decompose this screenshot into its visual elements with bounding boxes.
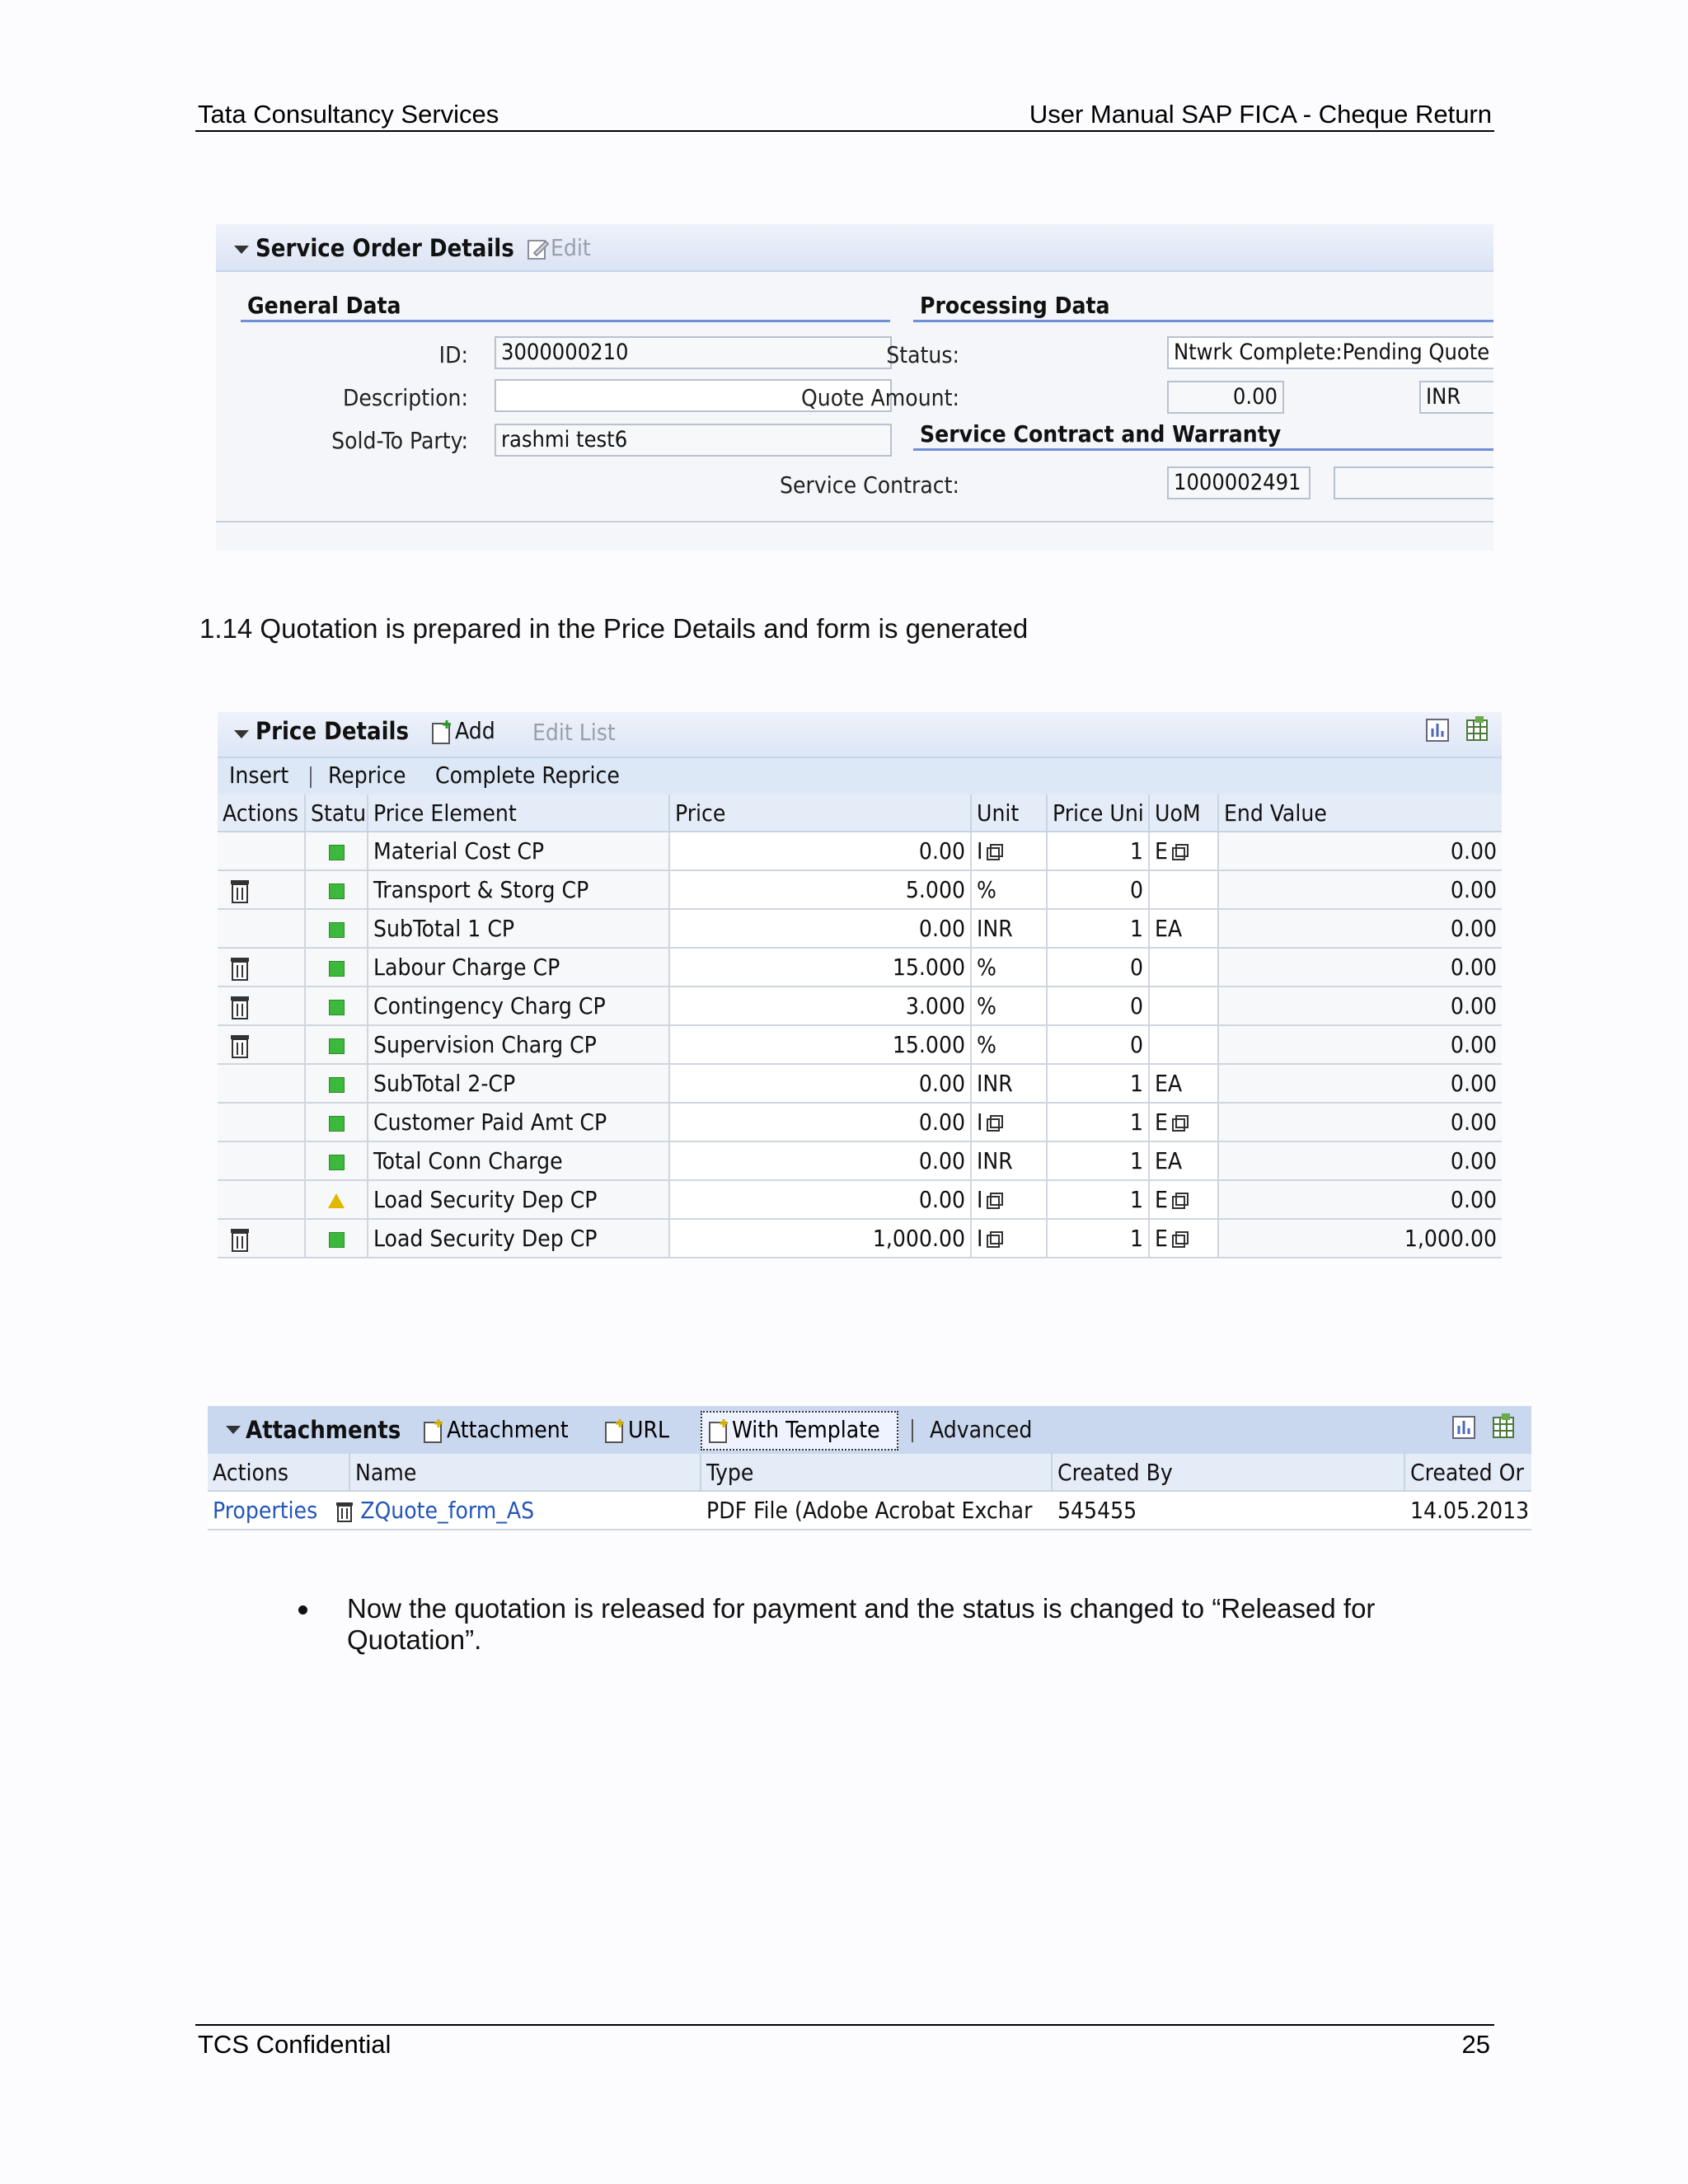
col-created-on[interactable]: Created Or <box>1404 1454 1531 1491</box>
unit-value: I <box>977 837 983 865</box>
value-help-icon[interactable] <box>1171 843 1189 861</box>
uom-cell[interactable] <box>1149 1141 1218 1180</box>
unit-value: % <box>977 876 996 903</box>
bullet-text-line-1: Now the quotation is released for payment and the status is changed to “Released for <box>347 1593 1376 1624</box>
processing-data-title: Processing Data <box>920 292 1110 319</box>
table-row[interactable] <box>218 1219 1502 1258</box>
price-details-titlebar <box>218 712 1502 758</box>
col-type[interactable]: Type <box>701 1454 1052 1491</box>
processing-data-underline <box>913 320 1493 322</box>
uom-cell[interactable] <box>1149 1064 1218 1103</box>
uom-cell[interactable] <box>1149 909 1218 948</box>
row-status <box>305 1219 368 1258</box>
service-contract-field[interactable]: 1000002491 <box>1167 466 1311 499</box>
price-unit-value[interactable]: 1 <box>1047 1180 1149 1219</box>
price-unit-value[interactable]: 1 <box>1047 832 1149 870</box>
quote-amount-label: Quote Amount: <box>800 384 959 411</box>
price-unit-value[interactable]: 1 <box>1047 1219 1149 1258</box>
price-value[interactable]: 0.00 <box>669 1064 971 1103</box>
toolbar-divider <box>310 766 312 788</box>
uom-cell[interactable] <box>1149 1103 1218 1141</box>
add-button[interactable] <box>430 717 495 745</box>
attachments-table-header <box>208 1454 1531 1491</box>
price-value[interactable]: 0.00 <box>669 909 971 948</box>
trash-icon[interactable] <box>229 878 251 904</box>
edit-list-button[interactable]: Edit List <box>532 719 616 746</box>
uom-value: E <box>1155 837 1168 865</box>
row-actions <box>218 832 305 870</box>
price-unit-value[interactable]: 0 <box>1047 987 1149 1025</box>
ok-status-icon <box>329 1038 345 1054</box>
with-template-button[interactable] <box>707 1416 880 1444</box>
col-price[interactable]: Price <box>669 794 971 832</box>
attachment-name-link[interactable]: ZQuote_form_AS <box>360 1497 535 1524</box>
header-right: User Manual SAP FICA - Cheque Return <box>1029 100 1492 129</box>
unit-cell[interactable] <box>971 1064 1047 1103</box>
add-attachment-button[interactable] <box>422 1416 569 1444</box>
trash-icon[interactable] <box>229 1033 251 1059</box>
row-status <box>305 1064 368 1103</box>
add-url-button[interactable] <box>603 1416 669 1444</box>
ok-status-icon <box>329 845 345 860</box>
row-actions <box>218 1141 305 1180</box>
col-uom[interactable]: UoM <box>1149 794 1218 832</box>
service-order-panel <box>216 224 1493 551</box>
sold-to-label: Sold-To Party: <box>331 427 468 454</box>
attachment-label: Attachment <box>447 1416 569 1443</box>
price-element: Load Security Dep CP <box>368 1219 669 1258</box>
price-element: SubTotal 2-CP <box>368 1064 669 1103</box>
price-element: Transport & Storg CP <box>368 870 669 909</box>
bullet-text-line-2: Quotation”. <box>347 1624 482 1655</box>
add-icon <box>430 719 455 745</box>
trash-icon[interactable] <box>229 1226 251 1253</box>
attachment-type: PDF File (Adobe Acrobat Exchar <box>701 1491 1052 1530</box>
insert-button[interactable]: Insert <box>229 762 289 789</box>
id-label: ID: <box>438 341 468 368</box>
unit-value: % <box>977 954 996 981</box>
price-value[interactable]: 0.00 <box>669 1180 971 1219</box>
uom-value: E <box>1155 1186 1168 1213</box>
status-field[interactable]: Ntwrk Complete:Pending Quote <box>1167 336 1493 369</box>
table-row[interactable] <box>218 1180 1502 1219</box>
price-unit-value[interactable]: 1 <box>1047 909 1149 948</box>
end-value: 0.00 <box>1218 870 1502 909</box>
col-price-element[interactable]: Price Element <box>368 794 669 832</box>
table-row[interactable] <box>218 987 1502 1025</box>
service-contract-underline <box>913 448 1493 451</box>
service-contract-extra-field[interactable] <box>1334 466 1493 499</box>
row-status <box>305 909 368 948</box>
reprice-button[interactable]: Reprice <box>328 762 406 789</box>
price-element: Material Cost CP <box>368 832 669 870</box>
price-value[interactable]: 15.000 <box>669 1025 971 1064</box>
trash-icon[interactable] <box>335 1500 354 1523</box>
row-actions <box>218 1064 305 1103</box>
uom-value: EA <box>1155 1147 1183 1174</box>
collapse-triangle-icon[interactable] <box>234 730 249 738</box>
price-element: Supervision Charg CP <box>368 1025 669 1064</box>
price-value[interactable]: 5.000 <box>669 870 971 909</box>
row-status <box>305 1141 368 1180</box>
footer-left: TCS Confidential <box>198 2030 392 2059</box>
col-created-by[interactable]: Created By <box>1052 1454 1404 1491</box>
row-status <box>305 1180 368 1219</box>
price-element: Customer Paid Amt CP <box>368 1103 669 1141</box>
row-status <box>305 832 368 870</box>
ok-status-icon <box>329 883 345 899</box>
row-actions <box>218 1103 305 1141</box>
price-unit-value[interactable]: 1 <box>1047 1103 1149 1141</box>
page-number: 25 <box>1461 2030 1490 2059</box>
end-value: 0.00 <box>1218 1141 1502 1180</box>
uom-value: EA <box>1155 915 1183 942</box>
price-unit-value[interactable]: 1 <box>1047 1064 1149 1103</box>
service-contract-label: Service Contract: <box>780 471 959 499</box>
panel-bottom-border <box>216 521 1493 523</box>
col-actions[interactable]: Actions <box>208 1454 349 1491</box>
unit-cell[interactable] <box>971 1141 1047 1180</box>
complete-reprice-button[interactable]: Complete Reprice <box>435 762 620 789</box>
value-help-icon[interactable] <box>986 843 1004 861</box>
attachments-title[interactable]: Attachments <box>246 1416 401 1444</box>
end-value: 1,000.00 <box>1218 1219 1502 1258</box>
row-actions <box>218 1219 305 1258</box>
add-label: Add <box>455 717 495 744</box>
price-element: Contingency Charg CP <box>368 987 669 1025</box>
price-details-panel <box>218 712 1502 1269</box>
table-row[interactable] <box>218 832 1502 870</box>
row-status <box>305 1103 368 1141</box>
unit-value: I <box>977 1225 983 1252</box>
row-actions <box>218 1180 305 1219</box>
unit-cell[interactable] <box>971 1219 1047 1258</box>
attachments-panel <box>208 1406 1531 1530</box>
bullet-dot <box>298 1605 307 1615</box>
price-value[interactable]: 15.000 <box>669 948 971 987</box>
end-value: 0.00 <box>1218 948 1502 987</box>
unit-value: INR <box>977 1147 1013 1174</box>
value-help-icon[interactable] <box>986 1192 1004 1210</box>
uom-value: EA <box>1155 1070 1183 1097</box>
table-row[interactable] <box>218 948 1502 987</box>
row-actions <box>218 948 305 987</box>
currency-field[interactable]: INR <box>1419 381 1493 414</box>
end-value: 0.00 <box>1218 909 1502 948</box>
attachment-name-cell <box>208 1491 701 1530</box>
new-document-icon <box>707 1418 732 1444</box>
price-unit-value[interactable]: 0 <box>1047 948 1149 987</box>
uom-cell[interactable] <box>1149 948 1218 987</box>
status-label: Status: <box>886 341 959 368</box>
price-unit-value[interactable]: 0 <box>1047 870 1149 909</box>
edit-label: Edit <box>551 234 591 261</box>
properties-link[interactable]: Properties <box>213 1497 318 1524</box>
general-data-underline <box>241 320 890 322</box>
toolbar-divider <box>912 1419 913 1442</box>
unit-value: INR <box>977 1070 1013 1097</box>
unit-value: INR <box>977 915 1013 942</box>
value-help-icon[interactable] <box>986 1114 1004 1132</box>
export-excel-icon[interactable] <box>1464 715 1492 743</box>
price-element: SubTotal 1 CP <box>368 909 669 948</box>
service-order-title[interactable]: Service Order Details <box>256 234 514 262</box>
col-end-value[interactable]: End Value <box>1218 794 1502 832</box>
value-help-icon[interactable] <box>1171 1230 1189 1249</box>
footer-rule <box>195 2024 1494 2026</box>
uom-cell[interactable] <box>1149 870 1218 909</box>
ok-status-icon <box>329 1000 345 1015</box>
collapse-triangle-icon[interactable] <box>234 246 249 254</box>
row-status <box>305 948 368 987</box>
unit-cell[interactable] <box>971 987 1047 1025</box>
unit-cell[interactable] <box>971 909 1047 948</box>
unit-value: % <box>977 992 996 1019</box>
ok-status-icon <box>329 1232 345 1248</box>
end-value: 0.00 <box>1218 987 1502 1025</box>
price-table <box>218 794 1502 1258</box>
col-actions[interactable]: Actions <box>218 794 305 832</box>
uom-cell[interactable] <box>1149 1025 1218 1064</box>
price-action-bar <box>218 758 1502 794</box>
unit-cell[interactable] <box>971 1103 1047 1141</box>
step-text: 1.14 Quotation is prepared in the Price Details and form is generated <box>199 613 1029 644</box>
uom-cell[interactable] <box>1149 1219 1218 1258</box>
row-status <box>305 870 368 909</box>
col-status[interactable]: Statu <box>305 794 368 832</box>
row-status <box>305 1025 368 1064</box>
value-help-icon[interactable] <box>1171 1192 1189 1210</box>
general-data-title: General Data <box>247 292 401 319</box>
attachments-table <box>208 1454 1531 1530</box>
price-value[interactable]: 0.00 <box>669 832 971 870</box>
col-price-unit[interactable]: Price Uni <box>1047 794 1149 832</box>
edit-icon <box>526 237 551 261</box>
price-value[interactable]: 1,000.00 <box>669 1219 971 1258</box>
table-row[interactable] <box>218 1141 1502 1180</box>
price-details-title[interactable]: Price Details <box>256 717 410 745</box>
row-actions <box>218 1025 305 1064</box>
table-row[interactable] <box>218 1025 1502 1064</box>
price-table-header <box>218 794 1502 832</box>
unit-value: I <box>977 1108 983 1136</box>
attachment-created-by: 545455 <box>1052 1491 1404 1530</box>
table-row[interactable] <box>218 1064 1502 1103</box>
header-left: Tata Consultancy Services <box>198 100 499 129</box>
unit-cell[interactable] <box>971 948 1047 987</box>
table-row <box>208 1491 1531 1530</box>
unit-cell[interactable] <box>971 1025 1047 1064</box>
end-value: 0.00 <box>1218 1180 1502 1219</box>
warning-status-icon <box>328 1193 345 1208</box>
price-value[interactable]: 0.00 <box>669 1103 971 1141</box>
row-status <box>305 987 368 1025</box>
price-unit-value[interactable]: 0 <box>1047 1025 1149 1064</box>
value-help-icon[interactable] <box>986 1230 1004 1249</box>
advanced-button[interactable]: Advanced <box>930 1416 1033 1443</box>
row-actions <box>218 870 305 909</box>
service-contract-title: Service Contract and Warranty <box>920 420 1282 448</box>
header-rule <box>195 130 1494 132</box>
with-template-label: With Template <box>732 1416 880 1443</box>
col-unit[interactable]: Unit <box>971 794 1047 832</box>
col-name[interactable]: Name <box>349 1454 701 1491</box>
end-value: 0.00 <box>1218 1025 1502 1064</box>
table-settings-icon[interactable] <box>1424 717 1451 743</box>
ok-status-icon <box>329 961 345 977</box>
table-row[interactable] <box>218 870 1502 909</box>
end-value: 0.00 <box>1218 1103 1502 1141</box>
new-document-icon <box>603 1418 628 1444</box>
unit-cell[interactable] <box>971 870 1047 909</box>
ok-status-icon <box>329 1155 345 1170</box>
edit-button[interactable] <box>526 234 591 261</box>
unit-value: I <box>977 1186 983 1213</box>
end-value: 0.00 <box>1218 832 1502 870</box>
price-element: Total Conn Charge <box>368 1141 669 1180</box>
price-element: Load Security Dep CP <box>368 1180 669 1219</box>
price-element: Labour Charge CP <box>368 948 669 987</box>
id-field[interactable]: 3000000210 <box>495 336 892 369</box>
price-value[interactable]: 3.000 <box>669 987 971 1025</box>
new-document-icon <box>422 1418 447 1444</box>
row-actions <box>218 987 305 1025</box>
attachment-created-on: 14.05.2013 <box>1404 1491 1531 1530</box>
collapse-triangle-icon[interactable] <box>226 1426 241 1434</box>
uom-value: E <box>1155 1225 1168 1252</box>
description-label: Description: <box>343 384 468 411</box>
price-value[interactable]: 0.00 <box>669 1141 971 1180</box>
unit-cell[interactable] <box>971 832 1047 870</box>
row-actions <box>218 909 305 948</box>
uom-cell[interactable] <box>1149 832 1218 870</box>
ok-status-icon <box>329 1116 345 1132</box>
url-label: URL <box>628 1416 669 1443</box>
trash-icon[interactable] <box>229 955 251 982</box>
uom-cell[interactable] <box>1149 987 1218 1025</box>
table-row[interactable] <box>218 1103 1502 1141</box>
ok-status-icon <box>329 922 345 938</box>
value-help-icon[interactable] <box>1171 1114 1189 1132</box>
sold-to-field[interactable]: rashmi test6 <box>495 424 892 457</box>
end-value: 0.00 <box>1218 1064 1502 1103</box>
ok-status-icon <box>329 1077 345 1093</box>
trash-icon[interactable] <box>229 994 251 1020</box>
unit-value: % <box>977 1031 996 1058</box>
table-settings-icon[interactable] <box>1451 1414 1477 1441</box>
uom-value: E <box>1155 1108 1168 1136</box>
price-unit-value[interactable]: 1 <box>1047 1141 1149 1180</box>
uom-cell[interactable] <box>1149 1180 1218 1219</box>
table-row[interactable] <box>218 909 1502 948</box>
quote-amount-field[interactable]: 0.00 <box>1167 381 1284 414</box>
export-excel-icon[interactable] <box>1490 1413 1518 1441</box>
unit-cell[interactable] <box>971 1180 1047 1219</box>
